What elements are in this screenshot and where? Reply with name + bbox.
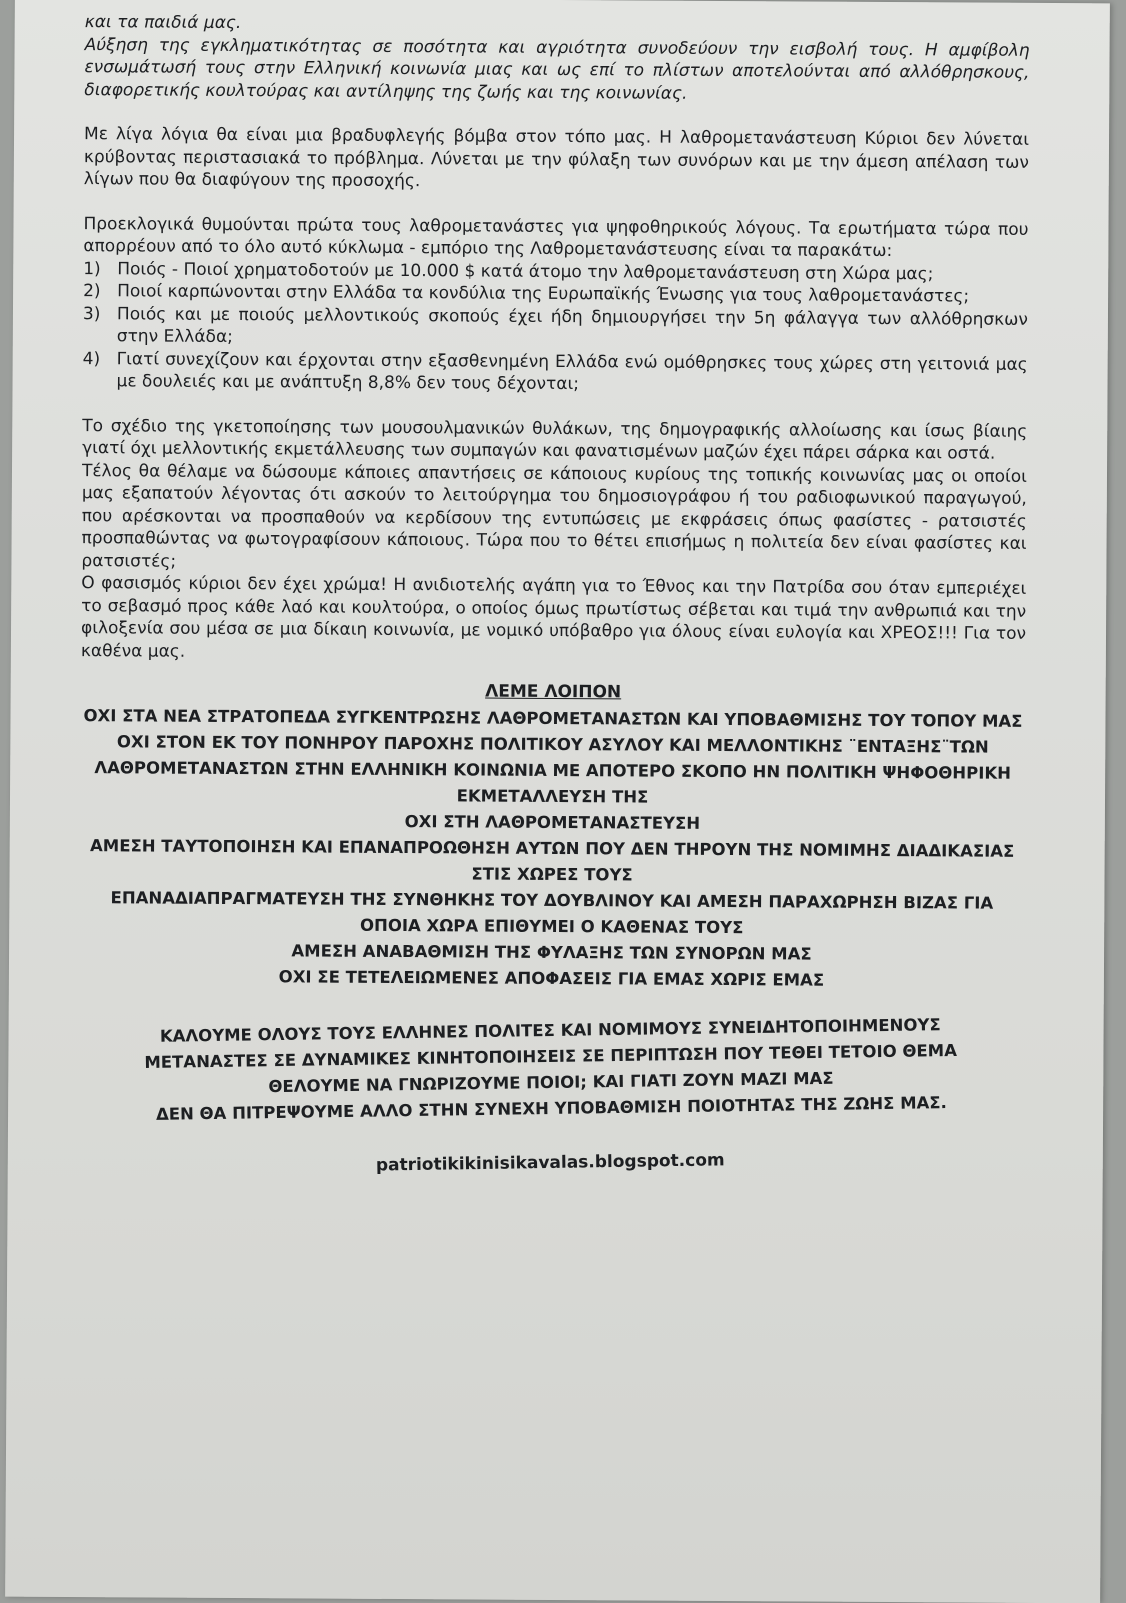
opening-line: και τα παιδιά μας. xyxy=(84,12,242,34)
call-line: ΚΑΛΟΥΜΕ ΟΛΟΥΣ ΤΟΥΣ ΕΛΛΗΝΕΣ ΠΟΛΙΤΕΣ ΚΑΙ ΝΟΜΙΜΟΥΣ ΣΥΝΕΙΔΗΤΟΠΟΙΗΜΕΝΟΥΣ xyxy=(159,1014,941,1046)
demand-item: ΑΜΕΣΗ ΤΑΥΤΟΠΟΙΗΣΗ ΚΑΙ ΕΠΑΝΑΠΡΟΩΘΗΣΗ ΑΥΤΩΝ ΠΟΥ ΔΕΝ ΤΗΡΟΥΝ ΤΗΣ ΝΟΜΙΜΗΣ ΔΙΑΔΙΚΑΣΙΑΣ ΣΤΙΣ ΧΩΡΕΣ ΤΟΥΣ xyxy=(90,835,1015,884)
paragraph-fascism: Ο φασισμός κύριοι δεν έχει χρώμα! Η ανιδιοτελής αγάπη για το Έθνος και την Πατρίδα σου όταν εμπεριέχει το σεβασμό προς κάθε λαό και κουλτούρα, ο οποίος όμως πρωτίστως σέβεται και τιμά την ανθρωπιά και την φιλοξενία σου μέσα σε μια δίκαιη κοινωνία, με νομικό υπόβαθρο για όλους είναι ευλογία και ΧΡΕΟΣ!!! Για τον καθένα μας. xyxy=(80,573,1027,662)
list-item xyxy=(83,303,1028,354)
question-text: Ποιός και με ποιούς μελλοντικούς σκοπούς έχει ήδη δημιουργήσει την 5η φάλαγγα των αλλόθρησκων στην Ελλάδα; xyxy=(116,303,1029,348)
demand-item: ΟΧΙ ΣΤΑ ΝΕΑ ΣΤΡΑΤΟΠΕΔΑ ΣΥΓΚΕΝΤΡΩΣΗΣ ΛΑΘΡΟΜΕΤΑΝΑΣΤΩΝ ΚΑΙ ΥΠΟΒΑΘΜΙΣΗΣ ΤΟΥ ΤΟΠΟΥ ΜΑΣ xyxy=(83,705,1023,731)
demand-item: ΑΜΕΣΗ ΑΝΑΒΑΘΜΙΣΗ ΤΗΣ ΦΥΛΑΞΗΣ ΤΩΝ ΣΥΝΟΡΩΝ ΜΑΣ xyxy=(291,940,812,964)
questions-list xyxy=(82,258,1028,399)
paragraph-crime: Αύξηση της εγκληματικότητας σε ποσότητα και αγριότητα συνοδεύουν την εισβολή τους. Η αμφίβολη ενσωμάτωσή τους στην Ελληνική κοινωνία μιας και ως επί το πλίστων αποτελούνται από αλλόθρησκους, διαφορετικής κουλτούρας και αντίληψης της ζωής και της κοινωνίας. xyxy=(84,34,1030,104)
paragraph-questions-intro: Προεκλογικά θυμούνται πρώτα τους λαθρομετανάστες για ψηφοθηρικούς λόγους. Τα ερωτήματα τώρα που απορρέουν από το όλο αυτό κύκλωμα - εμπόριο της Λαθρομετανάστευσης είναι τα παρακάτω: xyxy=(83,213,1029,262)
paragraph-ghettoization: Το σχέδιο της γκετοποίησης των μουσουλμανικών θυλάκων, της δημογραφικής αλλοίωσης και ίσως βίαιης γιατί όχι μελλοντικής εκμετάλλευσης των συμπαγών και φανατισμένων μαζών έχει πάρει σάρκα και οστά. xyxy=(82,415,1028,464)
demand-item: ΟΧΙ ΣΤΗ ΛΑΘΡΟΜΕΤΑΝΑΣΤΕΥΣΗ xyxy=(404,811,701,833)
question-number: 4) xyxy=(82,348,101,369)
question-number: 1) xyxy=(83,258,101,279)
footer-url: patriotikikinisikavalas.blogspot.com xyxy=(375,1149,725,1176)
call-line: ΔΕΝ ΘΑ ΠΙΤΡΕΨΟΥΜΕ ΑΛΛΟ ΣΤΗΝ ΣΥΝΕΧΗ ΥΠΟΒΑΘΜΙΣΗ ΠΟΙΟΤΗΤΑΣ ΤΗΣ ΖΩΗΣ ΜΑΣ. xyxy=(155,1092,947,1124)
demand-item: ΕΠΑΝΑΔΙΑΠΡΑΓΜΑΤΕΥΣΗ ΤΗΣ ΣΥΝΘΗΚΗΣ ΤΟΥ ΔΟΥΒΛΙΝΟΥ ΚΑΙ ΑΜΕΣΗ ΠΑΡΑΧΩΡΗΣΗ ΒΙΖΑΣ ΓΙΑ ΟΠΟΙΑ ΧΩΡΑ ΕΠΙΘΥΜΕΙ Ο ΚΑΘΕΝΑΣ ΤΟΥΣ xyxy=(110,887,994,937)
list-item xyxy=(82,348,1027,399)
paragraph-journalists: Τέλος θα θέλαμε να δώσουμε κάποιες απαντήσεις σε κάποιους κυρίους της τοπικής κοινωνίας μας οι οποίοι μας εξαπατούν λέγοντας ότι ασκούν το λειτούργημα του δημοσιογράφου ή του ραδιοφωνικού παραγωγού, που αρέσκονται να προσπαθούν να κερδίσουν της εντυπώσεις με εκφράσεις όπως φασίστες - ρατσιστές προσπαθώντας να φωτογραφίσουν κάποιους. Τώρα που το θέτει επισήμως η πολιτεία δεν είναι φασίστες και ρατσιστές; xyxy=(81,460,1028,572)
demands-list xyxy=(79,703,1026,995)
call-to-action xyxy=(78,1010,1024,1128)
question-number: 2) xyxy=(83,281,101,302)
document-body xyxy=(78,11,1030,1177)
document-page xyxy=(5,0,1110,1603)
demand-item: ΟΧΙ ΣΤΟΝ ΕΚ ΤΟΥ ΠΟΝΗΡΟΥ ΠΑΡΟΧΗΣ ΠΟΛΙΤΙΚΟΥ ΑΣΥΛΟΥ ΚΑΙ ΜΕΛΛΟΝΤΙΚΗΣ ¨ΕΝΤΑΞΗΣ¨ΤΩΝ ΛΑΘΡΟΜΕΤΑΝΑΣΤΩΝ ΣΤΗΝ ΕΛΛΗΝΙΚΗ ΚΟΙΝΩΝΙΑ ΜΕ ΑΠΟΤΕΡΟ ΣΚΟΠΟ ΗΝ ΠΟΛΙΤΙΚΗ ΨΗΦΟΘΗΡΙΚΗ ΕΚΜΕΤΑΛΛΕΥΣΗ ΤΗΣ xyxy=(94,731,1012,807)
call-line: ΜΕΤΑΝΑΣΤΕΣ ΣΕ ΔΥΝΑΜΙΚΕΣ ΚΙΝΗΤΟΠΟΙΗΣΕΙΣ ΣΕ ΠΕΡΙΠΤΩΣΗ ΠΟΥ ΤΕΘΕΙ ΤΕΤΟΙΟ ΘΕΜΑ xyxy=(144,1040,958,1072)
demand-item: ΟΧΙ ΣΕ ΤΕΤΕΛΕΙΩΜΕΝΕΣ ΑΠΟΦΑΣΕΙΣ ΓΙΑ ΕΜΑΣ ΧΩΡΙΣ ΕΜΑΣ xyxy=(278,966,825,990)
section-heading: ΛΕΜΕ ΛΟΙΠΟΝ xyxy=(485,681,622,703)
question-number: 3) xyxy=(82,303,101,324)
question-text: Ποιοί καρπώνονται στην Ελλάδα τα κονδύλια της Ευρωπαϊκής Ένωσης για τους λαθρομετανάστες; xyxy=(117,281,970,307)
question-text: Γιατί συνεχίζουν και έρχονται στην εξασθενημένη Ελλάδα ενώ ομόθρησκες τους χώρες στη γειτονιά μας με δουλειές και με ανάπτυξη 8,8% δεν τους δέχονται; xyxy=(116,348,1028,395)
paragraph-time-bomb: Με λίγα λόγια θα είναι μια βραδυφλεγής βόμβα στον τόπο μας. Η λαθρομετανάστευση Κύριοι δεν λύνεται κρύβοντας περιστασιακά το πρόβλημα. Λύνεται με την φύλαξη των συνόρων και με την άμεση απέλαση των λίγων που θα διαφύγουν της προσοχής. xyxy=(83,124,1030,192)
question-text: Ποιός - Ποιοί χρηματοδοτούν με 10.000 $ κατά άτομο την λαθρομετανάστευση στη Χώρα μας; xyxy=(117,258,934,284)
call-line: ΘΕΛΟΥΜΕ ΝΑ ΓΝΩΡΙΖΟΥΜΕ ΠΟΙΟΙ; ΚΑΙ ΓΙΑΤΙ ΖΟΥΝ ΜΑΖΙ ΜΑΣ xyxy=(268,1068,834,1096)
